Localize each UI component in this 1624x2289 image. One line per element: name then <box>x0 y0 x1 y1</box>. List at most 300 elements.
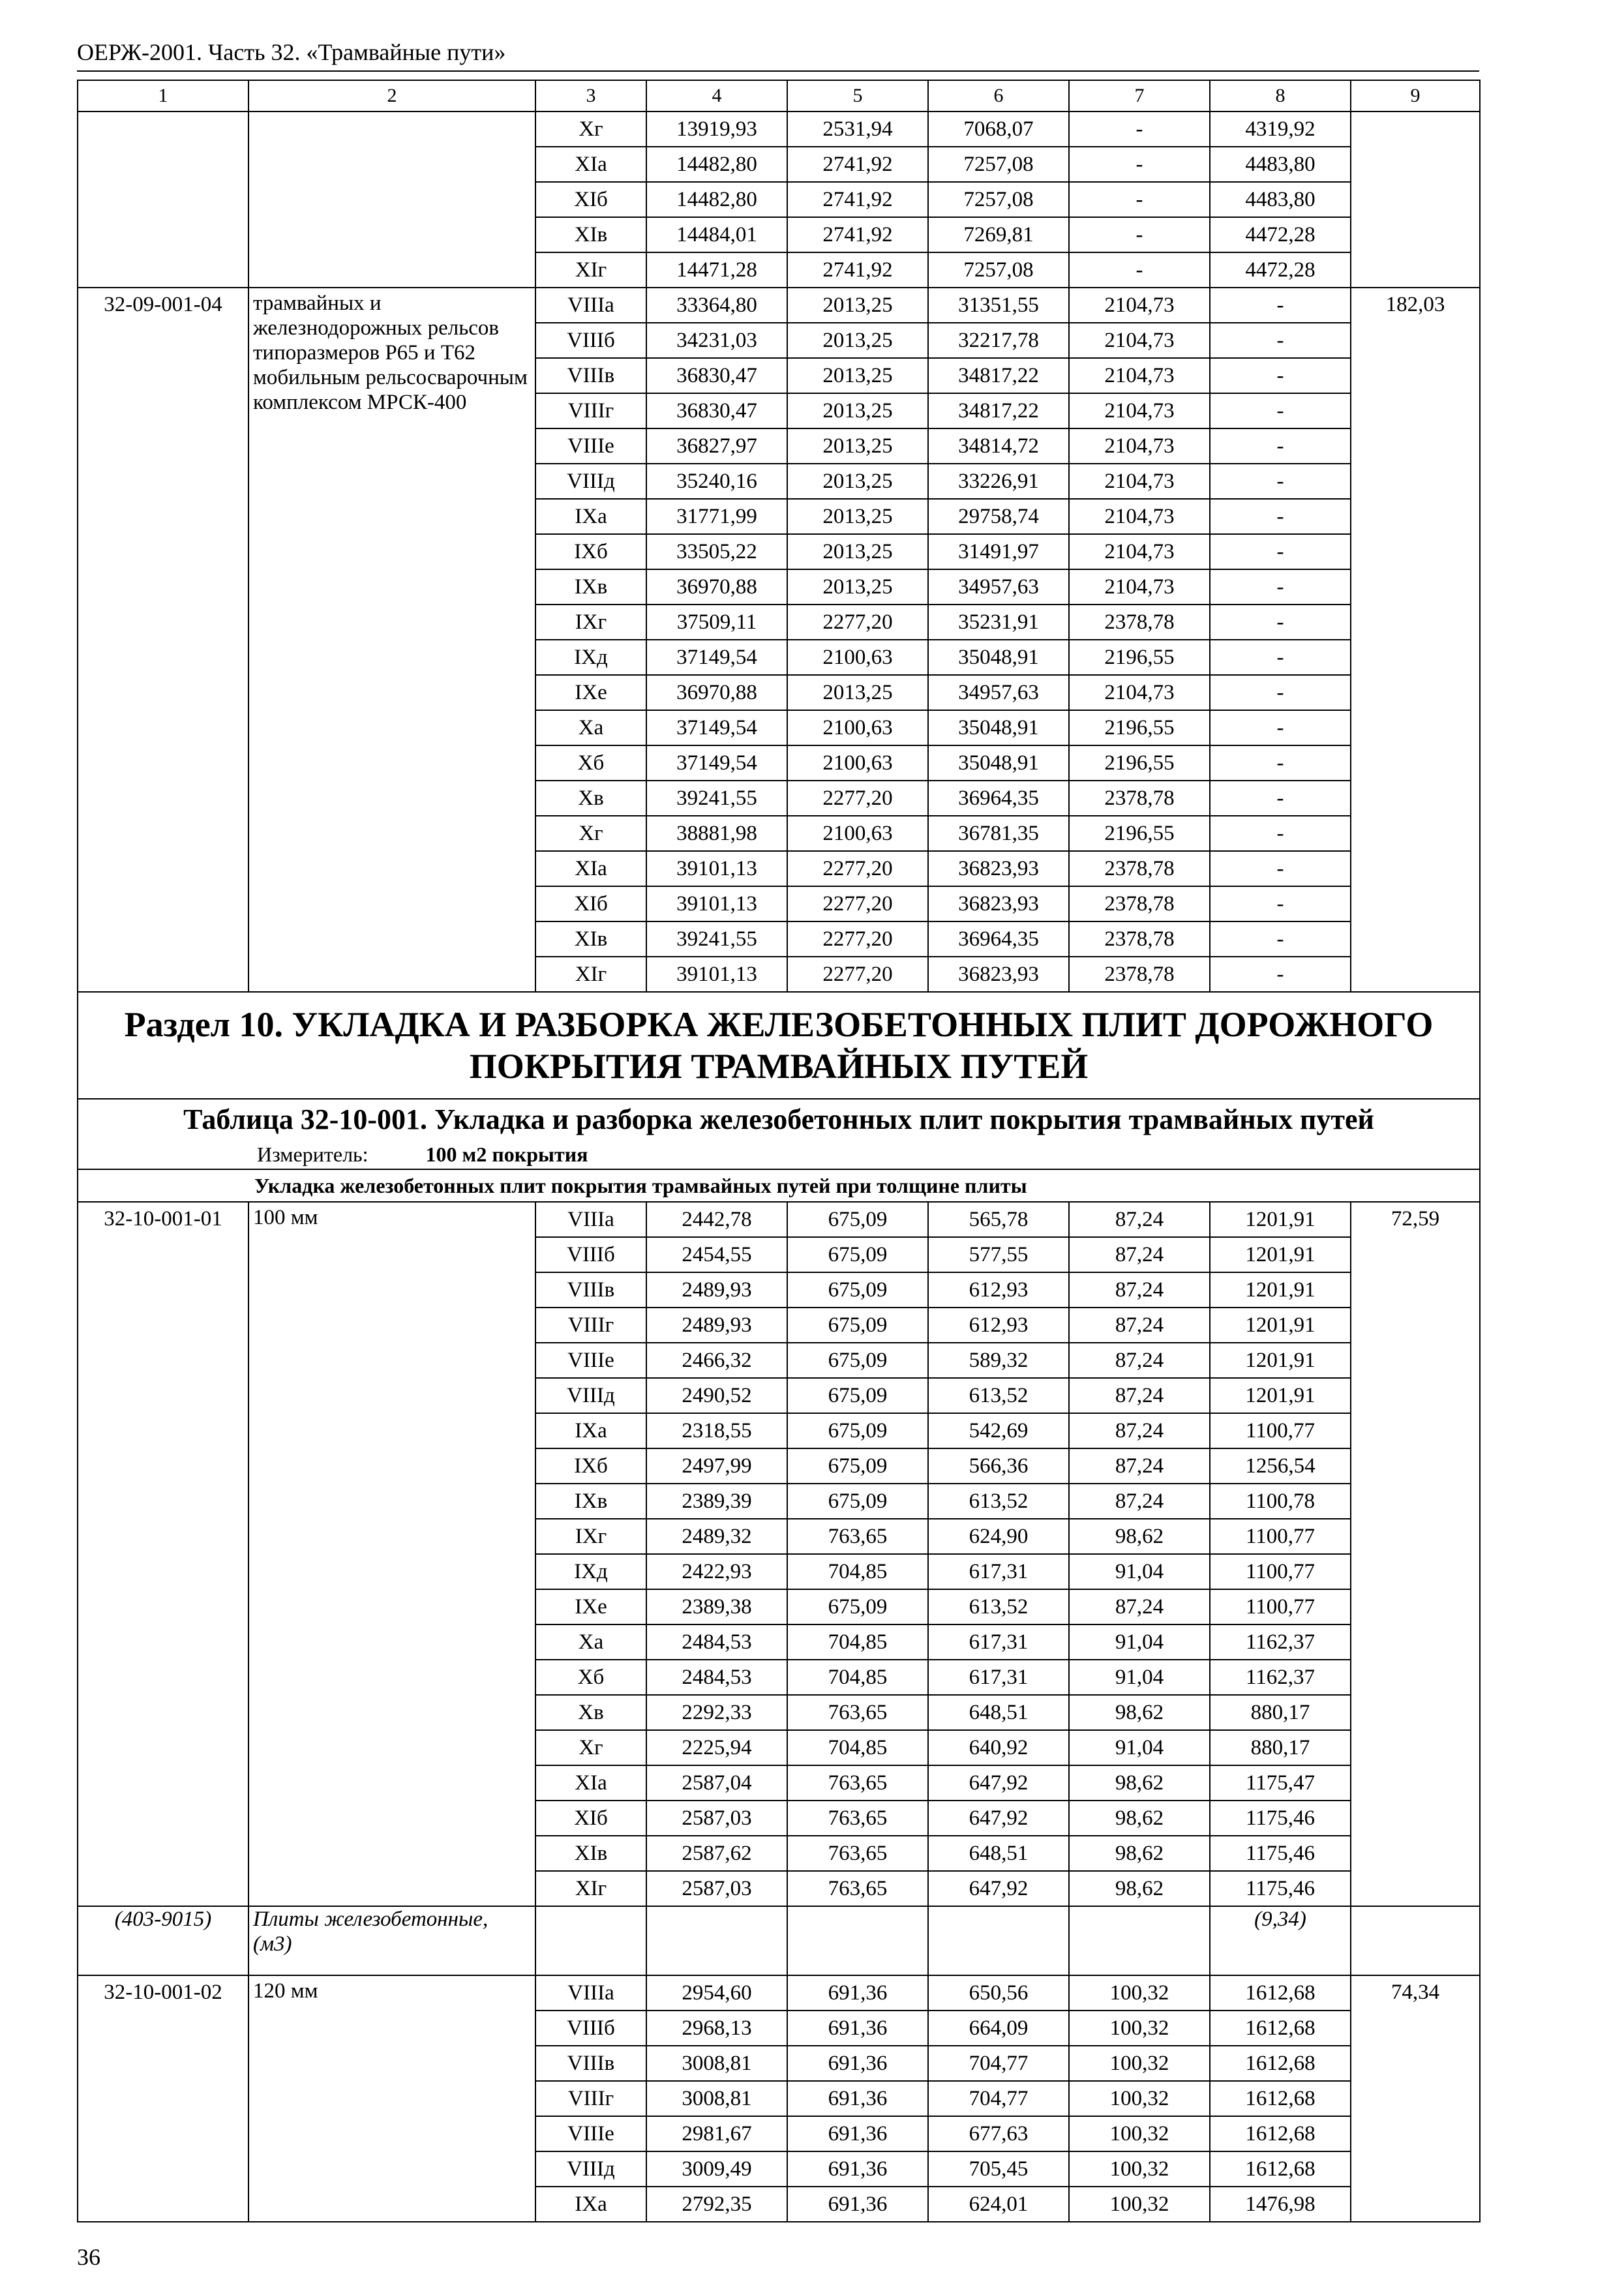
table-cell: 98,62 <box>1069 1519 1210 1554</box>
table-cell: - <box>1210 640 1351 675</box>
table-cell: 2422,93 <box>646 1554 787 1589</box>
table-cell: 2489,93 <box>646 1308 787 1343</box>
table-cell: 1612,68 <box>1210 2151 1351 2187</box>
table-cell: 2277,20 <box>787 605 928 640</box>
table-cell: 39101,13 <box>646 886 787 921</box>
table-cell: 39241,55 <box>646 781 787 816</box>
table-cell: 2104,73 <box>1069 534 1210 569</box>
table-cell: 100,32 <box>1069 2081 1210 2116</box>
table-cell: 763,65 <box>787 1519 928 1554</box>
table-cell: 7257,08 <box>928 147 1069 182</box>
table-cell: 2013,25 <box>787 675 928 710</box>
table-cell: 36970,88 <box>646 569 787 605</box>
table-cell: 1201,91 <box>1210 1272 1351 1308</box>
table-cell: 4483,80 <box>1210 147 1351 182</box>
table-cell: XIб <box>535 1801 646 1836</box>
resource-name: Плиты железобетонные, (м3) <box>248 1906 535 1975</box>
column-number: 9 <box>1351 80 1480 112</box>
table-cell: 704,85 <box>787 1730 928 1765</box>
table-cell: 98,62 <box>1069 1801 1210 1836</box>
price-code: 32-10-001-02 <box>78 1975 248 2222</box>
table-cell: - <box>1210 464 1351 499</box>
table-cell: 2225,94 <box>646 1730 787 1765</box>
table-cell: VIIIг <box>535 393 646 428</box>
table-cell: Xа <box>535 710 646 745</box>
table-cell: 1201,91 <box>1210 1378 1351 1413</box>
empty-cell <box>1069 1906 1210 1975</box>
table-cell: 2489,93 <box>646 1272 787 1308</box>
table-row <box>78 112 1480 147</box>
table-cell: 2489,32 <box>646 1519 787 1554</box>
table-cell: VIIIа <box>535 1202 646 1237</box>
table-cell: XIв <box>535 1836 646 1871</box>
measure-label: Измеритель: <box>257 1143 368 1166</box>
table-cell: 2741,92 <box>787 252 928 288</box>
table-cell: 87,24 <box>1069 1378 1210 1413</box>
table-cell: - <box>1210 569 1351 605</box>
resource-code: (403-9015) <box>78 1906 248 1975</box>
table-cell: 2100,63 <box>787 745 928 781</box>
table-cell: 7068,07 <box>928 112 1069 147</box>
table-cell: 704,85 <box>787 1624 928 1660</box>
table-cell: XIг <box>535 1871 646 1906</box>
table-cell: 2292,33 <box>646 1695 787 1730</box>
measure-row <box>78 1140 1480 1169</box>
table-cell: Xг <box>535 816 646 851</box>
table-cell: VIIIв <box>535 358 646 393</box>
table-cell: 87,24 <box>1069 1413 1210 1448</box>
table-cell: XIг <box>535 252 646 288</box>
table-cell: 100,32 <box>1069 2046 1210 2081</box>
table-cell: VIIIе <box>535 428 646 464</box>
table-cell: 2196,55 <box>1069 816 1210 851</box>
table-cell: 2104,73 <box>1069 323 1210 358</box>
table-cell: 763,65 <box>787 1801 928 1836</box>
table-cell: 648,51 <box>928 1836 1069 1871</box>
table-cell: 2104,73 <box>1069 288 1210 323</box>
table-cell: 98,62 <box>1069 1765 1210 1801</box>
table-cell: Xг <box>535 1730 646 1765</box>
table-cell: 29758,74 <box>928 499 1069 534</box>
table-cell: - <box>1210 428 1351 464</box>
table-cell: 36830,47 <box>646 358 787 393</box>
table-cell: 1100,77 <box>1210 1589 1351 1624</box>
table-cell: 3009,49 <box>646 2151 787 2187</box>
table-cell: 2466,32 <box>646 1343 787 1378</box>
table-cell: 35240,16 <box>646 464 787 499</box>
table-cell: - <box>1210 957 1351 992</box>
table-cell: 33505,22 <box>646 534 787 569</box>
table-cell: 2104,73 <box>1069 464 1210 499</box>
table-cell: 612,93 <box>928 1308 1069 1343</box>
table-cell: 1100,77 <box>1210 1413 1351 1448</box>
empty-cell <box>535 1906 646 1975</box>
column-number: 4 <box>646 80 787 112</box>
table-cell: 7257,08 <box>928 252 1069 288</box>
table-cell: IXб <box>535 534 646 569</box>
empty-cell <box>928 1906 1069 1975</box>
table-cell: 2100,63 <box>787 640 928 675</box>
table-cell: 38881,98 <box>646 816 787 851</box>
table-cell: 36970,88 <box>646 675 787 710</box>
table-cell: 2104,73 <box>1069 358 1210 393</box>
table-cell: 36827,97 <box>646 428 787 464</box>
table-cell: 39101,13 <box>646 957 787 992</box>
table-cell: 2490,52 <box>646 1378 787 1413</box>
table-cell: 617,31 <box>928 1624 1069 1660</box>
table-cell: 87,24 <box>1069 1448 1210 1484</box>
table-cell: - <box>1210 323 1351 358</box>
table-cell: 36964,35 <box>928 921 1069 957</box>
table-cell: 617,31 <box>928 1660 1069 1695</box>
table-cell: 1100,78 <box>1210 1484 1351 1519</box>
work-description: трамвайных и железнодорожных рельсов типоразмеров Р65 и Т62 мобильным рельсосварочным комплексом МРСК-400 <box>248 288 535 992</box>
table-cell: 34957,63 <box>928 675 1069 710</box>
price-code: 32-09-001-04 <box>78 288 248 992</box>
table-cell: Xг <box>535 112 646 147</box>
table-cell: 2442,78 <box>646 1202 787 1237</box>
table-cell: 1201,91 <box>1210 1343 1351 1378</box>
table-cell: IXа <box>535 2187 646 2222</box>
table-cell: VIIIе <box>535 2116 646 2151</box>
table-cell: IXв <box>535 1484 646 1519</box>
table-cell: 2484,53 <box>646 1624 787 1660</box>
table-cell: 2013,25 <box>787 323 928 358</box>
table-cell: 612,93 <box>928 1272 1069 1308</box>
price-code: 32-10-001-01 <box>78 1202 248 1906</box>
table-cell: 705,45 <box>928 2151 1069 2187</box>
table-cell: 34957,63 <box>928 569 1069 605</box>
table-cell: 87,24 <box>1069 1484 1210 1519</box>
table-cell: 4483,80 <box>1210 182 1351 217</box>
table-cell: 87,24 <box>1069 1202 1210 1237</box>
price-code <box>78 112 248 288</box>
table-cell: 98,62 <box>1069 1695 1210 1730</box>
table-cell: 87,24 <box>1069 1272 1210 1308</box>
table-cell: 100,32 <box>1069 2187 1210 2222</box>
table-cell: 91,04 <box>1069 1624 1210 1660</box>
table-cell: Xб <box>535 1660 646 1695</box>
table-cell: 1162,37 <box>1210 1660 1351 1695</box>
table-cell: 2389,39 <box>646 1484 787 1519</box>
table-cell: 2013,25 <box>787 358 928 393</box>
table-cell: 1476,98 <box>1210 2187 1351 2222</box>
table-cell: 2378,78 <box>1069 886 1210 921</box>
table-cell: 34231,03 <box>646 323 787 358</box>
table-cell: 36823,93 <box>928 851 1069 886</box>
table-cell: 2531,94 <box>787 112 928 147</box>
table-cell: 1100,77 <box>1210 1554 1351 1589</box>
table-cell: 704,85 <box>787 1660 928 1695</box>
table-cell: 624,01 <box>928 2187 1069 2222</box>
table-title: Таблица 32-10-001. Укладка и разборка железобетонных плит покрытия трамвайных путей <box>78 1099 1480 1140</box>
table-cell: 33364,80 <box>646 288 787 323</box>
table-cell: 33226,91 <box>928 464 1069 499</box>
table-cell: 675,09 <box>787 1589 928 1624</box>
table-cell: VIIIа <box>535 288 646 323</box>
work-description <box>248 112 535 288</box>
table-cell: - <box>1069 252 1210 288</box>
table-cell: XIа <box>535 1765 646 1801</box>
table-cell: 35048,91 <box>928 710 1069 745</box>
table-cell: IXв <box>535 569 646 605</box>
table-cell: - <box>1210 851 1351 886</box>
section-title: Раздел 10. УКЛАДКА И РАЗБОРКА ЖЕЛЕЗОБЕТОННЫХ ПЛИТ ДОРОЖНОГО ПОКРЫТИЯ ТРАМВАЙНЫХ ПУТЕЙ <box>78 992 1480 1099</box>
table-cell: VIIIе <box>535 1343 646 1378</box>
table-cell: 4472,28 <box>1210 217 1351 252</box>
table-cell: 1612,68 <box>1210 1975 1351 2011</box>
empty-cell <box>787 1906 928 1975</box>
table-cell: 704,85 <box>787 1554 928 1589</box>
table-cell: 31491,97 <box>928 534 1069 569</box>
table-cell: 36781,35 <box>928 816 1069 851</box>
table-cell: 2318,55 <box>646 1413 787 1448</box>
table-cell: VIIIа <box>535 1975 646 2011</box>
table-cell: 2104,73 <box>1069 675 1210 710</box>
table-cell: 2741,92 <box>787 217 928 252</box>
table-cell: 2587,03 <box>646 1801 787 1836</box>
table-cell: - <box>1210 921 1351 957</box>
table-cell: - <box>1069 182 1210 217</box>
table-cell: 675,09 <box>787 1448 928 1484</box>
table-cell: 2792,35 <box>646 2187 787 2222</box>
table-cell: - <box>1210 675 1351 710</box>
table-cell: 691,36 <box>787 2081 928 2116</box>
table-cell: 565,78 <box>928 1202 1069 1237</box>
table-cell: 98,62 <box>1069 1871 1210 1906</box>
table-cell: 542,69 <box>928 1413 1069 1448</box>
table-cell: Xв <box>535 781 646 816</box>
table-cell: - <box>1210 816 1351 851</box>
column-number: 2 <box>248 80 535 112</box>
page-number: 36 <box>77 2244 100 2270</box>
table-cell: 35231,91 <box>928 605 1069 640</box>
table-cell: IXг <box>535 605 646 640</box>
table-cell: 763,65 <box>787 1871 928 1906</box>
table-cell: 2378,78 <box>1069 605 1210 640</box>
table-cell: 2196,55 <box>1069 710 1210 745</box>
table-cell: 36823,93 <box>928 957 1069 992</box>
table-cell: - <box>1069 147 1210 182</box>
measure-value: 100 м2 покрытия <box>425 1143 588 1166</box>
table-cell: 7257,08 <box>928 182 1069 217</box>
table-cell: 613,52 <box>928 1589 1069 1624</box>
empty-cell <box>1351 1906 1480 1975</box>
labor-cost: 182,03 <box>1351 288 1480 992</box>
table-cell: VIIIг <box>535 2081 646 2116</box>
table-cell: 2013,25 <box>787 428 928 464</box>
table-cell: 35048,91 <box>928 745 1069 781</box>
table-cell: 1175,47 <box>1210 1765 1351 1801</box>
table-cell: 675,09 <box>787 1237 928 1272</box>
table-cell: 2013,25 <box>787 464 928 499</box>
table-cell: 36823,93 <box>928 886 1069 921</box>
table-cell: 2277,20 <box>787 851 928 886</box>
price-table <box>77 80 1481 2222</box>
resource-row <box>78 1906 1480 1975</box>
table-cell: 35048,91 <box>928 640 1069 675</box>
table-cell: XIб <box>535 886 646 921</box>
work-description: 120 мм <box>248 1975 535 2222</box>
table-cell: 2104,73 <box>1069 569 1210 605</box>
table-cell: 2196,55 <box>1069 745 1210 781</box>
table-cell: XIб <box>535 182 646 217</box>
table-cell: 31771,99 <box>646 499 787 534</box>
table-cell: 675,09 <box>787 1308 928 1343</box>
resource-value: (9,34) <box>1210 1906 1351 1975</box>
table-cell: 2104,73 <box>1069 393 1210 428</box>
table-cell: 14482,80 <box>646 147 787 182</box>
table-cell: - <box>1210 288 1351 323</box>
table-cell: 2378,78 <box>1069 921 1210 957</box>
table-cell: 677,63 <box>928 2116 1069 2151</box>
table-cell: - <box>1210 534 1351 569</box>
table-cell: - <box>1069 217 1210 252</box>
table-cell: 691,36 <box>787 2151 928 2187</box>
table-cell: - <box>1210 393 1351 428</box>
table-cell: VIIIд <box>535 464 646 499</box>
table-cell: 1201,91 <box>1210 1202 1351 1237</box>
table-cell: XIв <box>535 921 646 957</box>
table-cell: 91,04 <box>1069 1554 1210 1589</box>
table-cell: 2277,20 <box>787 781 928 816</box>
table-cell: 1612,68 <box>1210 2046 1351 2081</box>
table-cell: VIIIв <box>535 1272 646 1308</box>
table-cell: 2378,78 <box>1069 781 1210 816</box>
table-cell: 4319,92 <box>1210 112 1351 147</box>
table-cell: 37149,54 <box>646 640 787 675</box>
table-cell: 1100,77 <box>1210 1519 1351 1554</box>
table-cell: 624,90 <box>928 1519 1069 1554</box>
labor-cost: 72,59 <box>1351 1202 1480 1906</box>
table-cell: VIIIд <box>535 1378 646 1413</box>
table-cell: 2277,20 <box>787 886 928 921</box>
table-cell: 589,32 <box>928 1343 1069 1378</box>
column-number: 3 <box>535 80 646 112</box>
table-cell: 675,09 <box>787 1484 928 1519</box>
table-cell: IXа <box>535 499 646 534</box>
table-cell: 1175,46 <box>1210 1871 1351 1906</box>
table-cell: 2277,20 <box>787 957 928 992</box>
table-cell: 691,36 <box>787 2046 928 2081</box>
table-cell: 880,17 <box>1210 1730 1351 1765</box>
table-cell: 675,09 <box>787 1378 928 1413</box>
table-cell: 2587,04 <box>646 1765 787 1801</box>
table-cell: 100,32 <box>1069 2151 1210 2187</box>
table-cell: 3008,81 <box>646 2081 787 2116</box>
table-cell: 2497,99 <box>646 1448 787 1484</box>
table-cell: XIг <box>535 957 646 992</box>
table-cell: 2100,63 <box>787 816 928 851</box>
table-cell: 100,32 <box>1069 2011 1210 2046</box>
table-cell: 2013,25 <box>787 393 928 428</box>
table-cell: 1612,68 <box>1210 2116 1351 2151</box>
table-cell: 13919,93 <box>646 112 787 147</box>
table-cell: IXб <box>535 1448 646 1484</box>
table-cell: 613,52 <box>928 1378 1069 1413</box>
table-cell: 32217,78 <box>928 323 1069 358</box>
table-cell: 675,09 <box>787 1343 928 1378</box>
table-cell: 664,09 <box>928 2011 1069 2046</box>
table-cell: 2104,73 <box>1069 499 1210 534</box>
table-row <box>78 288 1480 323</box>
table-cell: 1612,68 <box>1210 2081 1351 2116</box>
table-cell: IXа <box>535 1413 646 1448</box>
table-row <box>78 1202 1480 1237</box>
table-cell: 704,77 <box>928 2081 1069 2116</box>
labor-cost: 74,34 <box>1351 1975 1480 2222</box>
table-cell: VIIIв <box>535 2046 646 2081</box>
subheading: Укладка железобетонных плит покрытия трамвайных путей при толщине плиты <box>78 1169 1480 1202</box>
table-cell: - <box>1210 605 1351 640</box>
table-cell: 2484,53 <box>646 1660 787 1695</box>
column-number: 1 <box>78 80 248 112</box>
table-cell: 7269,81 <box>928 217 1069 252</box>
table-cell: 704,77 <box>928 2046 1069 2081</box>
table-cell: 2389,38 <box>646 1589 787 1624</box>
table-cell: 2454,55 <box>646 1237 787 1272</box>
table-cell: 87,24 <box>1069 1589 1210 1624</box>
table-cell: 2013,25 <box>787 499 928 534</box>
table-cell: 2981,67 <box>646 2116 787 2151</box>
table-cell: Xв <box>535 1695 646 1730</box>
table-cell: 763,65 <box>787 1695 928 1730</box>
table-cell: 617,31 <box>928 1554 1069 1589</box>
table-cell: - <box>1210 781 1351 816</box>
table-cell: XIа <box>535 851 646 886</box>
table-cell: IXе <box>535 1589 646 1624</box>
table-cell: 34817,22 <box>928 358 1069 393</box>
table-cell: 87,24 <box>1069 1343 1210 1378</box>
table-cell: 1162,37 <box>1210 1624 1351 1660</box>
column-number: 8 <box>1210 80 1351 112</box>
table-cell: 98,62 <box>1069 1836 1210 1871</box>
table-cell: 647,92 <box>928 1801 1069 1836</box>
table-cell: 675,09 <box>787 1413 928 1448</box>
table-cell: 691,36 <box>787 2187 928 2222</box>
table-cell: 640,92 <box>928 1730 1069 1765</box>
table-cell: 2741,92 <box>787 147 928 182</box>
table-cell: XIв <box>535 217 646 252</box>
table-cell: 647,92 <box>928 1871 1069 1906</box>
table-cell: 691,36 <box>787 2011 928 2046</box>
empty-cell <box>646 1906 787 1975</box>
work-description: 100 мм <box>248 1202 535 1906</box>
table-cell: 2954,60 <box>646 1975 787 2011</box>
table-cell: 37149,54 <box>646 710 787 745</box>
table-cell: 675,09 <box>787 1272 928 1308</box>
table-cell: 880,17 <box>1210 1695 1351 1730</box>
table-cell: 675,09 <box>787 1202 928 1237</box>
table-cell: 100,32 <box>1069 2116 1210 2151</box>
table-cell: 39101,13 <box>646 851 787 886</box>
table-cell: 648,51 <box>928 1695 1069 1730</box>
table-cell: 613,52 <box>928 1484 1069 1519</box>
table-cell: IXг <box>535 1519 646 1554</box>
table-cell: 2378,78 <box>1069 851 1210 886</box>
table-cell: 31351,55 <box>928 288 1069 323</box>
subheading-row <box>78 1169 1480 1202</box>
table-cell: 39241,55 <box>646 921 787 957</box>
table-cell: 14471,28 <box>646 252 787 288</box>
page-header: ОЕРЖ-2001. Часть 32. «Трамвайные пути» <box>77 38 1479 72</box>
table-cell: 87,24 <box>1069 1237 1210 1272</box>
table-cell: 647,92 <box>928 1765 1069 1801</box>
table-cell: - <box>1210 499 1351 534</box>
table-cell: 691,36 <box>787 1975 928 2011</box>
table-cell: 2013,25 <box>787 569 928 605</box>
table-cell: 1175,46 <box>1210 1801 1351 1836</box>
